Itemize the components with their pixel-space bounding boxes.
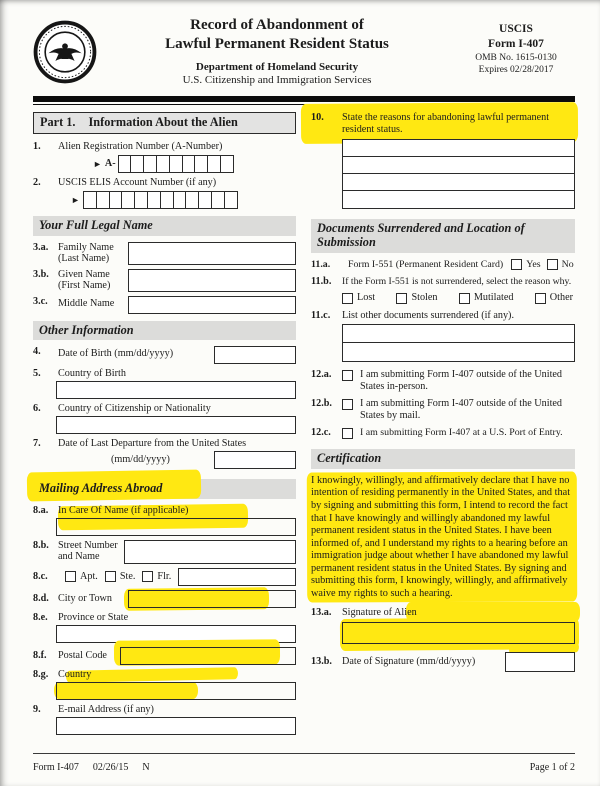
item-number: 2. (33, 176, 41, 188)
field-label: Alien Registration Number (A-Number) (58, 140, 223, 152)
footer-form-number: Form I-407 (33, 762, 79, 774)
stolen-checkbox[interactable] (396, 293, 407, 304)
item-number: 3.c. (33, 295, 48, 307)
i551-yes-checkbox[interactable] (511, 259, 522, 270)
apt-number-input[interactable] (178, 568, 296, 586)
field-12a-in-person (311, 369, 575, 393)
item-number: 7. (33, 438, 41, 450)
field-3a-family-name (33, 242, 296, 265)
field-8f-postal-code (33, 647, 296, 665)
field-label: City or Town (58, 592, 113, 604)
item-number: 8.a. (33, 504, 49, 516)
field-10-reasons (311, 112, 575, 208)
item-number: 8.b. (33, 539, 49, 551)
section-certification: Certification (311, 449, 575, 469)
form-title-block (97, 16, 457, 87)
digit-box[interactable] (224, 191, 238, 209)
field-label: I am submitting Form I-407 outside of the United States in-person. (360, 369, 563, 393)
field-label: Family Name (58, 241, 114, 253)
item-number: 9. (33, 703, 41, 715)
section-documents-surrendered: Documents Surrendered and Location of Submission (311, 219, 575, 253)
footer-rule (33, 753, 575, 754)
field-label: State the reasons for abandoning lawful permanent resident status. (342, 112, 550, 136)
item-number: 10. (311, 112, 324, 124)
part1-prefix: Part 1. (40, 115, 76, 130)
field-3c-middle-name (33, 296, 296, 314)
item-number: 8.e. (33, 611, 48, 623)
field-label: Date of Last Departure from the United States (58, 438, 247, 450)
write-line (343, 343, 574, 361)
other-documents-input[interactable] (342, 324, 575, 362)
postal-code-input[interactable] (120, 647, 296, 665)
field-4-date-of-birth (33, 346, 296, 364)
field-label: USCIS ELIS Account Number (if any) (58, 176, 217, 188)
field-8c-apt-ste-flr (33, 568, 296, 586)
item-number: 5. (33, 368, 41, 379)
part1-header (33, 112, 296, 134)
item-number: 8.c. (33, 570, 48, 582)
reasons-input[interactable] (342, 139, 575, 209)
item-number: 3.b. (33, 268, 49, 280)
submit-in-person-checkbox[interactable] (342, 370, 353, 381)
middle-name-input[interactable] (128, 296, 296, 314)
field-12c-port-of-entry (311, 427, 575, 439)
digit-box[interactable] (220, 155, 234, 173)
country-of-birth-input[interactable] (56, 381, 296, 399)
ste-checkbox[interactable] (105, 571, 116, 582)
field-label: Given Name (58, 268, 110, 280)
form-number: Form I-407 (488, 37, 544, 50)
right-column (311, 112, 575, 738)
write-line (343, 325, 574, 343)
checkbox-label: Yes (526, 258, 541, 270)
field-8g-country (33, 669, 296, 700)
field-8d-city (33, 590, 296, 608)
item-number: 13.b. (311, 656, 332, 668)
omb-number: OMB No. 1615-0130 (475, 52, 557, 63)
field-label: Province or State (58, 611, 129, 623)
part1-title: Information About the Alien (88, 115, 238, 130)
field-1-a-number (33, 141, 296, 173)
form-number-block (457, 16, 575, 77)
checkbox-label: Lost (357, 292, 376, 304)
arrow-icon: ► (71, 194, 80, 205)
family-name-input[interactable] (128, 242, 296, 265)
field-13b-date-of-signature (311, 652, 575, 672)
field-9-email (33, 704, 296, 735)
field-8a-in-care-of (33, 505, 296, 536)
footer-edition-date: 02/26/15 (92, 762, 129, 774)
item-number: 8.d. (33, 592, 49, 604)
in-care-of-input[interactable] (56, 518, 296, 536)
left-column (33, 112, 296, 738)
section-your-full-legal-name: Your Full Legal Name (33, 216, 296, 236)
last-departure-date-input[interactable] (214, 451, 296, 469)
field-label: I am submitting Form I-407 outside of the United States by mail. (360, 398, 563, 422)
field-label: E-mail Address (if any) (58, 703, 154, 715)
checkbox-label: Flr. (157, 570, 172, 582)
item-number: 8.g. (33, 668, 49, 680)
checkbox-label: Apt. (80, 570, 98, 582)
field-label: Street Number (58, 539, 118, 551)
footer-page-number: Page 1 of 2 (529, 762, 575, 774)
i551-no-checkbox[interactable] (547, 259, 558, 270)
street-input[interactable] (124, 540, 296, 564)
field-label: Country of Citizenship or Nationality (58, 403, 211, 415)
field-label: Date of Birth (mm/dd/yyyy) (58, 348, 174, 359)
item-number: 11.b. (311, 276, 332, 288)
checkbox-label: No (561, 258, 574, 270)
checkbox-label: Ste. (119, 570, 136, 582)
signature-date-input[interactable] (505, 652, 575, 672)
checkbox-label: Other (549, 292, 573, 304)
field-label: If the Form I-551 is not surrendered, select the reason why. (342, 276, 572, 288)
field-label: Middle Name (58, 297, 115, 309)
field-3b-given-name (33, 269, 296, 292)
flr-checkbox[interactable] (142, 571, 153, 582)
footer-edition (33, 762, 150, 774)
field-label: List other documents surrendered (if any). (342, 310, 514, 322)
field-label: Postal Code (58, 649, 107, 661)
elis-account-input[interactable] (83, 191, 238, 209)
form-title-line1: Record of Abandonment of (190, 17, 364, 33)
field-label: In Care Of Name (if applicable) (58, 504, 189, 516)
mutilated-checkbox[interactable] (459, 293, 470, 304)
field-11a-i551 (311, 259, 575, 271)
field-label: Country of Birth (58, 368, 126, 379)
item-number: 8.f. (33, 649, 47, 661)
form-title-line2: Lawful Permanent Resident Status (165, 35, 389, 52)
lost-checkbox[interactable] (342, 293, 353, 304)
field-6-citizenship (33, 403, 296, 434)
item-number: 11.c. (311, 310, 331, 322)
field-11c-other-documents (311, 310, 575, 362)
given-name-input[interactable] (128, 269, 296, 292)
apt-checkbox[interactable] (65, 571, 76, 582)
section-mailing-address-abroad: Mailing Address Abroad (33, 479, 296, 499)
field-7-last-departure (33, 438, 296, 469)
expiration-date: Expires 02/28/2017 (478, 65, 554, 76)
item-number: 13.a. (311, 607, 332, 619)
footer-revision: N (142, 762, 150, 774)
field-12b-by-mail (311, 398, 575, 422)
field-label: Date of Signature (mm/dd/yyyy) (342, 656, 476, 668)
item-number: 12.c. (311, 427, 331, 439)
arrow-icon: ► (93, 158, 102, 169)
city-input[interactable] (128, 590, 296, 608)
checkbox-label: Mutilated (473, 292, 514, 304)
signature-input[interactable] (342, 622, 575, 644)
country-input[interactable] (56, 682, 296, 700)
item-number: 4. (33, 346, 41, 357)
item-number: 6. (33, 403, 41, 415)
form-footer (33, 762, 575, 774)
checkbox-label: Stolen (411, 292, 438, 304)
write-line (343, 174, 574, 191)
item-number: 12.b. (311, 398, 332, 410)
field-label: I am submitting Form I-407 at a U.S. Port of Entry. (360, 427, 563, 439)
department-name: Department of Homeland Security (195, 60, 359, 73)
item-number: 3.a. (33, 241, 49, 253)
form-header (0, 0, 600, 87)
field-sublabel: (First Name) (58, 279, 111, 291)
date-of-birth-input[interactable] (214, 346, 296, 364)
field-11b-reason (311, 276, 575, 304)
item-number: 11.a. (311, 258, 331, 270)
email-input[interactable] (56, 717, 296, 735)
field-label: Signature of Alien (342, 607, 417, 619)
submit-port-of-entry-checkbox[interactable] (342, 428, 353, 439)
agency-name: U.S. Citizenship and Immigration Services (182, 74, 372, 87)
a-number-prefix: A- (104, 157, 116, 169)
write-line (343, 157, 574, 174)
field-8e-province (33, 612, 296, 643)
write-line (343, 140, 574, 157)
field-2-elis-account (33, 177, 296, 209)
submit-by-mail-checkbox[interactable] (342, 399, 353, 410)
date-format-hint: (mm/dd/yyyy) (111, 454, 170, 466)
a-number-input[interactable] (118, 155, 235, 173)
field-5-country-of-birth (33, 368, 296, 399)
field-13a-signature (311, 607, 575, 644)
item-number: 12.a. (311, 369, 332, 381)
uscis-label: USCIS (499, 23, 533, 35)
certification-text: I knowingly, willingly, and affirmatively declare that I have no intention of residing permanently in the United States, and that by signing and submitting this form, I intend to record the fact that I have knowingly and willingly abandoned my lawful permanent resident status in the United States. I have been informed of, and I understand my rights to a hearing before an immigration judge about whether I have abandoned my lawful permanent resident status in the United States. By signing and submitting this form, I knowingly, willingly, and affirmatively waive my rights to such a hearing. (311, 475, 575, 600)
citizenship-input[interactable] (56, 416, 296, 434)
section-other-information: Other Information (33, 321, 296, 341)
write-line (343, 191, 574, 208)
field-sublabel: (Last Name) (58, 252, 110, 264)
field-label: Country (58, 668, 92, 680)
field-label: Form I-551 (Permanent Resident Card) (348, 258, 504, 270)
item-number: 1. (33, 140, 41, 152)
other-checkbox[interactable] (535, 293, 546, 304)
dhs-seal-icon (33, 20, 97, 84)
field-8b-street (33, 540, 296, 564)
field-sublabel: and Name (58, 551, 100, 563)
